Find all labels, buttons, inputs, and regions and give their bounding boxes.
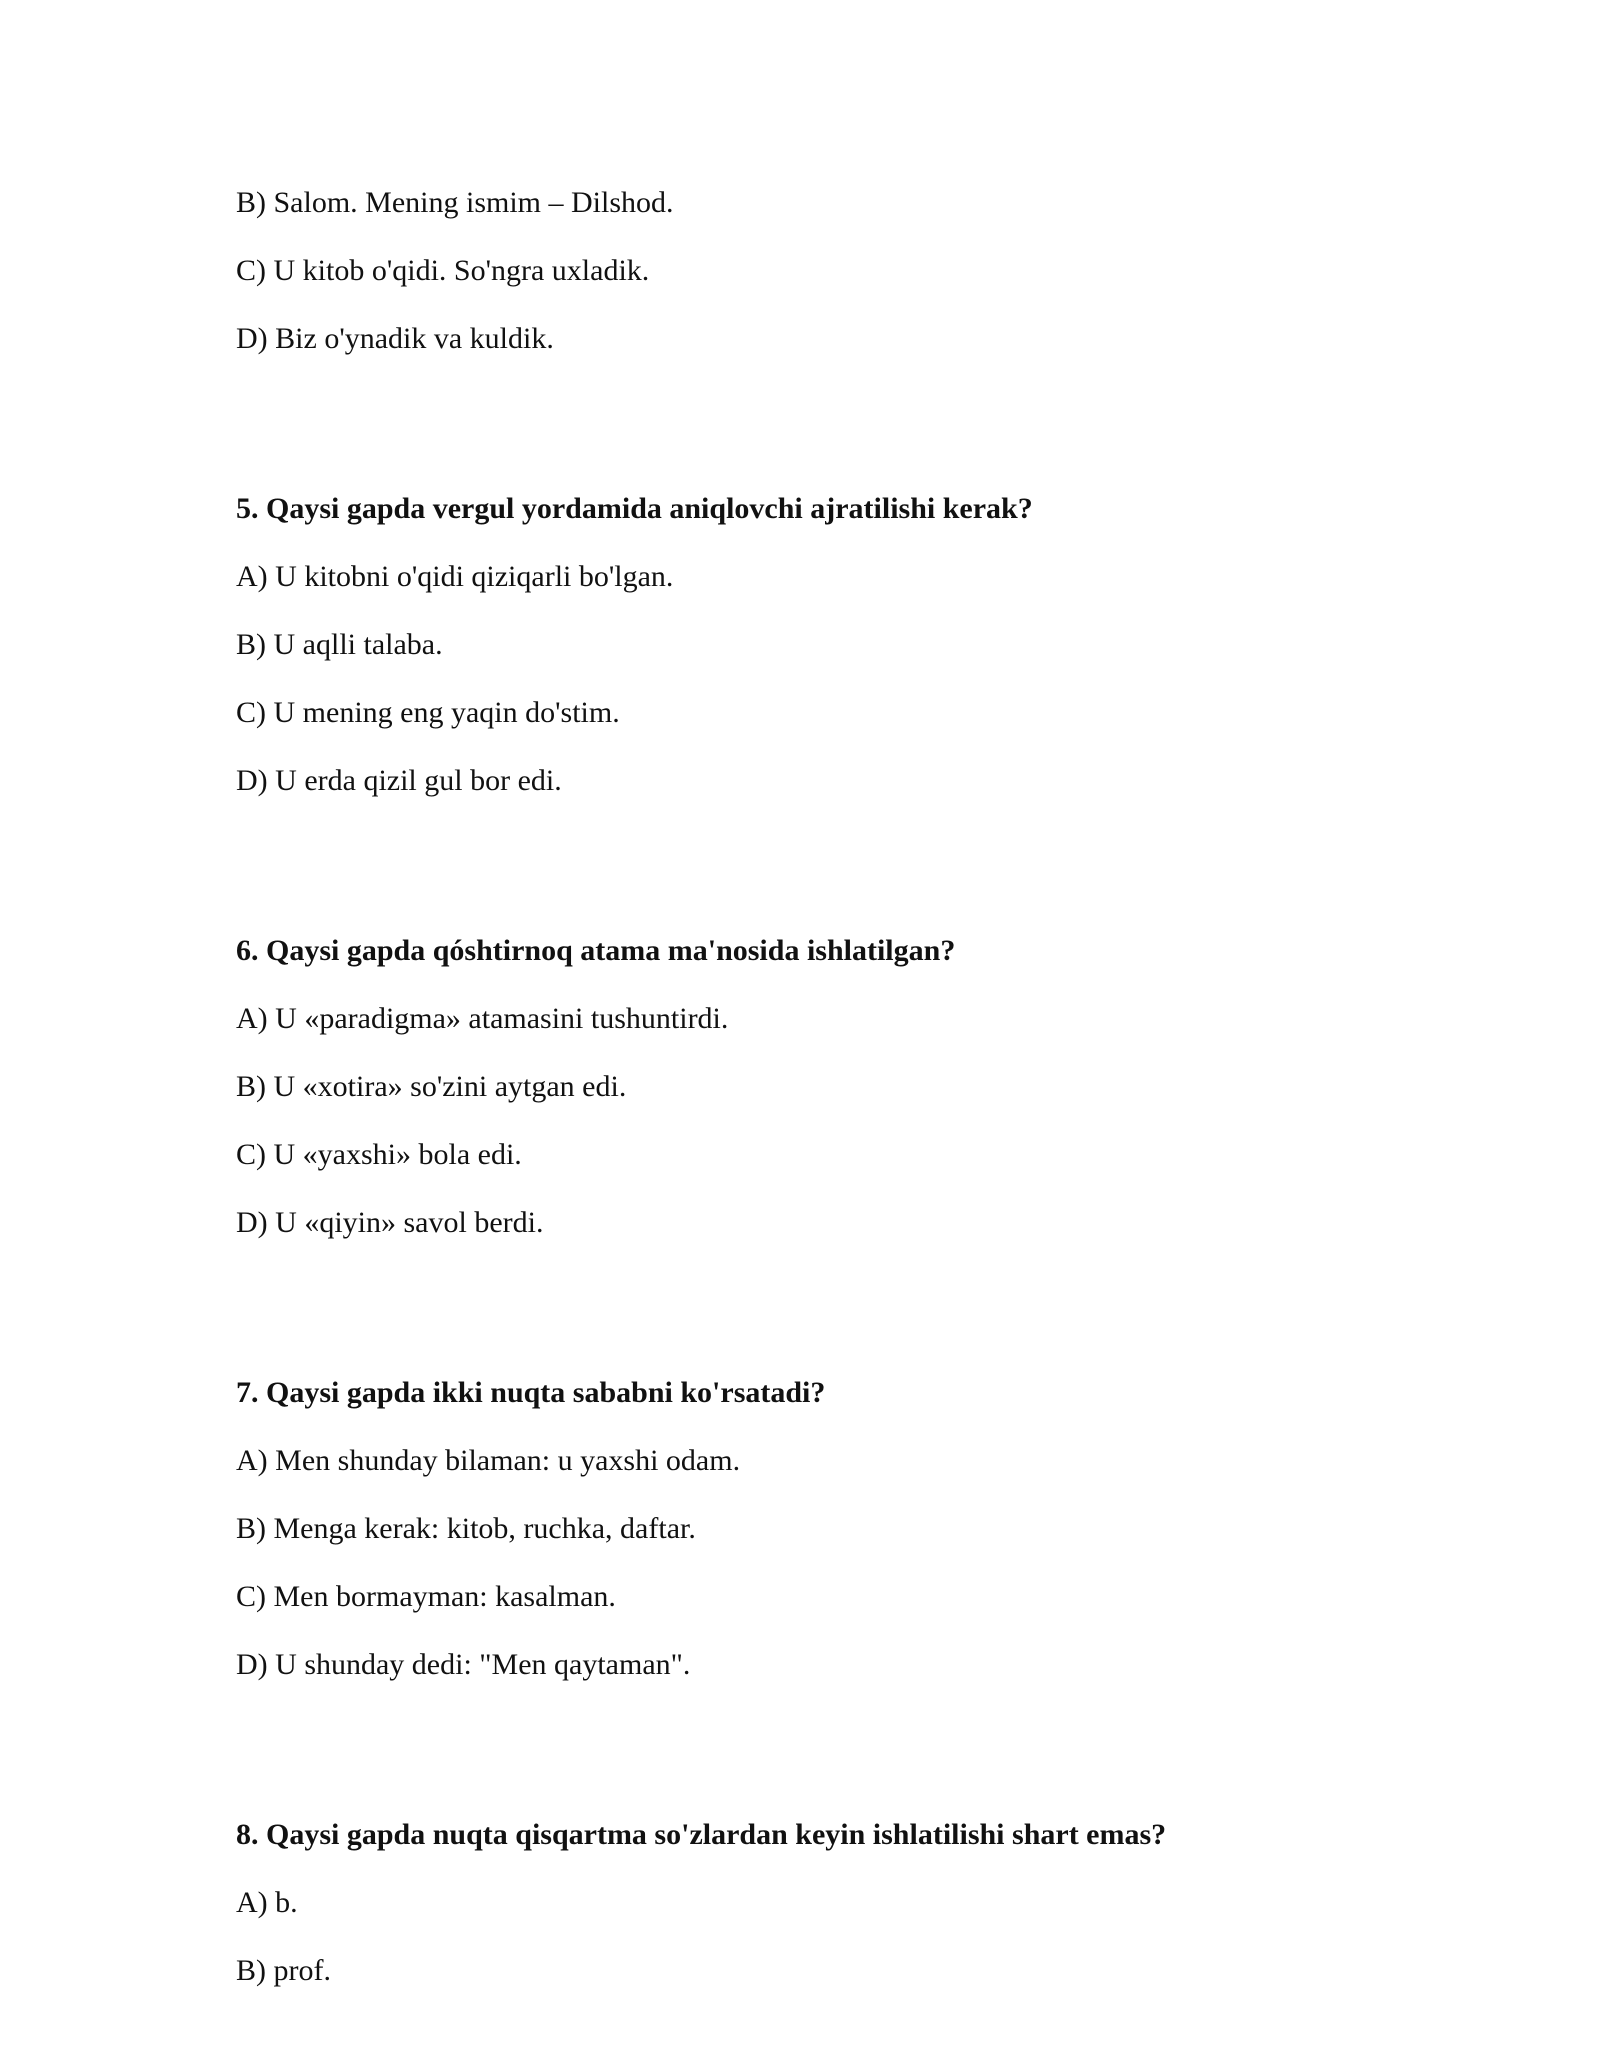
answer-option: B) Menga kerak: kitob, ruchka, daftar. (236, 1512, 696, 1545)
answer-option: C) Men bormayman: kasalman. (236, 1580, 616, 1613)
answer-option: B) Salom. Mening ismim – Dilshod. (236, 186, 674, 219)
answer-option: A) b. (236, 1886, 298, 1919)
answer-option: D) Biz o'ynadik va kuldik. (236, 322, 554, 355)
answer-option: D) U shunday dedi: "Men qaytaman". (236, 1648, 691, 1681)
spacer (236, 1716, 1436, 1818)
quiz-content (236, 186, 1436, 2022)
question-block-8 (236, 1818, 1436, 1988)
question-block-5 (236, 492, 1436, 798)
answer-option: D) U erda qizil gul bor edi. (236, 764, 562, 797)
question-text: 8. Qaysi gapda nuqta qisqartma so'zlardan keyin ishlatilishi shart emas? (236, 1818, 1167, 1851)
spacer (236, 390, 1436, 492)
question-block-7 (236, 1376, 1436, 1682)
answer-option: B) U aqlli talaba. (236, 628, 443, 661)
answer-option: C) U kitob o'qidi. So'ngra uxladik. (236, 254, 650, 287)
answer-option: B) prof. (236, 1954, 331, 1987)
question-text: 5. Qaysi gapda vergul yordamida aniqlovchi ajratilishi kerak? (236, 492, 1033, 525)
carryover-options (236, 186, 1436, 356)
answer-option: A) U «paradigma» atamasini tushuntirdi. (236, 1002, 729, 1035)
spacer (236, 832, 1436, 934)
question-block-6 (236, 934, 1436, 1240)
question-text: 7. Qaysi gapda ikki nuqta sababni ko'rsatadi? (236, 1376, 826, 1409)
answer-option: A) U kitobni o'qidi qiziqarli bo'lgan. (236, 560, 674, 593)
question-text: 6. Qaysi gapda qóshtirnoq atama ma'nosida ishlatilgan? (236, 934, 956, 967)
answer-option: D) U «qiyin» savol berdi. (236, 1206, 544, 1239)
answer-option: A) Men shunday bilaman: u yaxshi odam. (236, 1444, 741, 1477)
answer-option: C) U «yaxshi» bola edi. (236, 1138, 522, 1171)
answer-option: C) U mening eng yaqin do'stim. (236, 696, 620, 729)
answer-option: B) U «xotira» so'zini aytgan edi. (236, 1070, 627, 1103)
spacer (236, 1274, 1436, 1376)
